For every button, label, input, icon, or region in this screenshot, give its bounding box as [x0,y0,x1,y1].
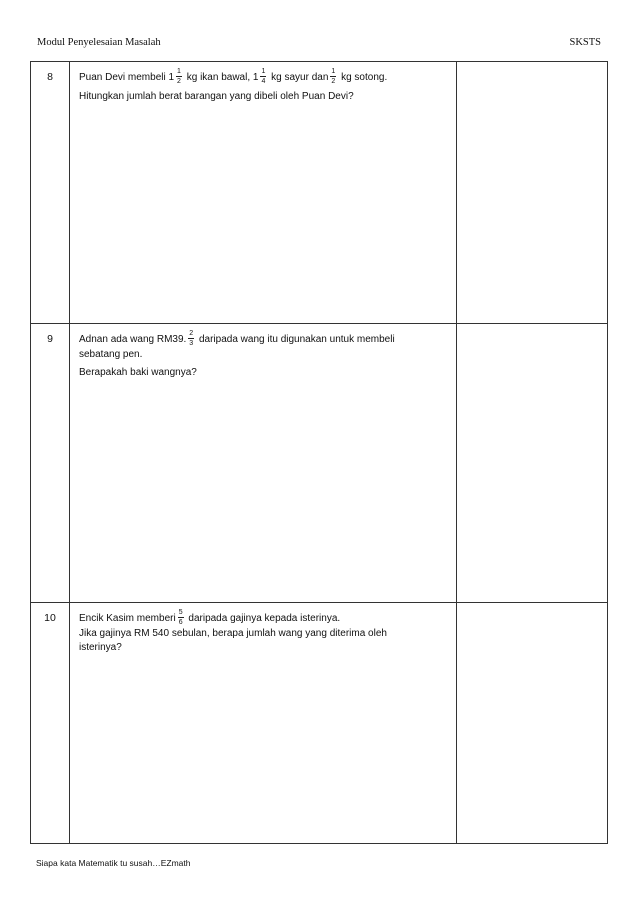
fraction [188,330,194,347]
fraction [260,68,266,85]
question-text-part: daripada wang itu digunakan untuk membeli [196,334,395,346]
question-text-part: kg sayur dan [268,72,329,84]
question-number: 8 [31,62,70,324]
table-row [31,324,608,603]
school-code: SKSTS [569,37,601,48]
denominator: 4 [261,78,266,85]
question-cell [70,324,457,603]
numerator: 1 [177,68,181,75]
answer-cell [457,62,608,324]
fraction [330,68,336,85]
table-row [31,62,608,324]
question-text [79,331,448,348]
question-prompt: Hitungkan jumlah berat barangan yang dibeli oleh Puan Devi? [79,91,354,102]
question-table [30,61,608,844]
fraction [178,609,184,626]
question-text-part: daripada gajinya kepada isterinya. [185,613,341,625]
question-prompt: Jika gajinya RM 540 sebulan, berapa jumlah wang yang diterima oleh [79,628,387,639]
numerator: 1 [261,68,266,75]
question-text [79,610,448,627]
question-text [79,69,448,86]
question-text-continued: sebatang pen. [79,349,143,360]
question-prompt-continued: isterinya? [79,641,122,653]
question-cell [70,603,457,844]
question-number: 9 [31,324,70,603]
numerator: 1 [331,68,336,75]
module-title: Modul Penyelesaian Masalah [37,37,161,48]
page-header [37,37,601,48]
question-text-part: Puan Devi membeli 1 [79,72,175,84]
numerator: 2 [189,330,194,337]
question-text-part: Encik Kasim memberi [79,613,176,625]
table-row [31,603,608,844]
question-cell [70,62,457,324]
question-prompt: Berapakah baki wangnya? [79,366,197,378]
answer-cell [457,603,608,844]
denominator: 3 [189,340,194,347]
denominator: 6 [178,619,183,626]
page-footer: Siapa kata Matematik tu susah…EZmath [36,858,191,868]
question-text-part: kg sotong. [338,72,388,84]
question-text-part: Adnan ada wang RM39. [79,334,187,346]
numerator: 5 [178,609,183,616]
denominator: 2 [331,78,336,85]
question-text-part: kg ikan bawal, 1 [183,72,259,84]
question-number: 10 [31,603,70,844]
answer-cell [457,324,608,603]
denominator: 2 [177,78,181,85]
fraction [176,68,182,85]
